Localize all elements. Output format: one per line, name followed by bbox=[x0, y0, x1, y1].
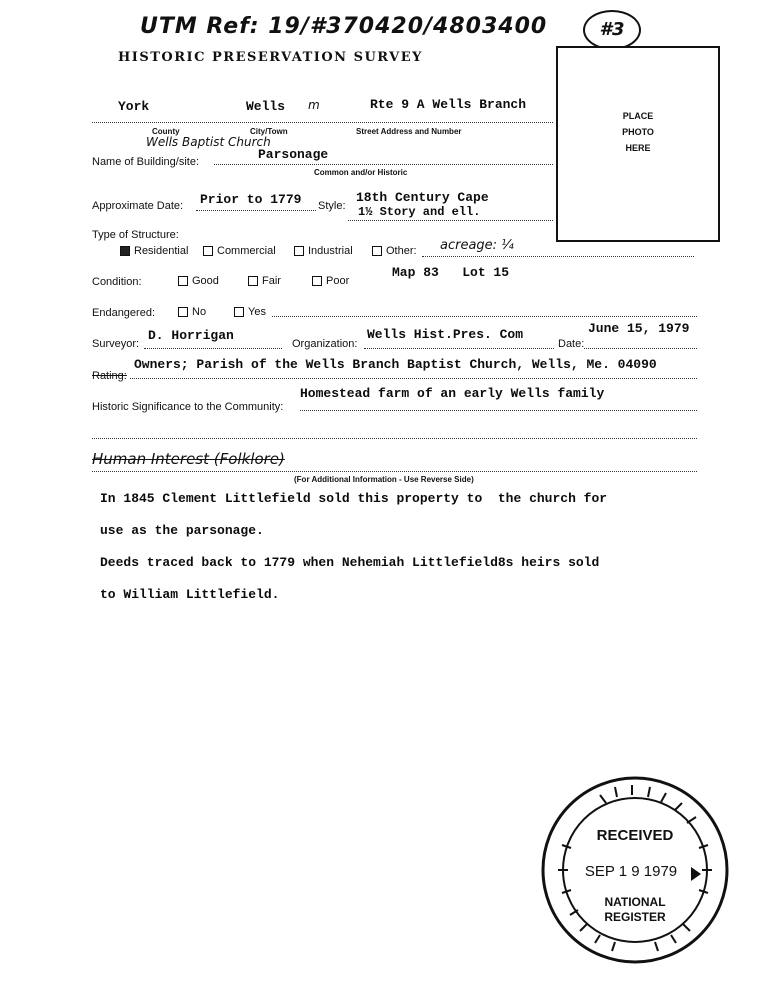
significance-line-2 bbox=[92, 438, 697, 439]
folklore-line bbox=[92, 471, 697, 472]
building-historic-name: Wells Baptist Church bbox=[146, 135, 271, 149]
other-value: acreage: ¼ bbox=[440, 238, 514, 253]
narrative-line-4: to William Littlefield. bbox=[100, 587, 280, 602]
industrial-label: Industrial bbox=[308, 245, 353, 257]
yes-label: Yes bbox=[248, 306, 266, 318]
no-label: No bbox=[192, 306, 207, 318]
surveyor-label: Surveyor: bbox=[92, 338, 140, 350]
folklore-label: Human Interest (Folklore) bbox=[92, 450, 285, 468]
survey-date-line bbox=[584, 348, 697, 349]
residential-checkbox[interactable] bbox=[120, 246, 130, 256]
endangered-label: Endangered: bbox=[92, 307, 155, 319]
good-label: Good bbox=[192, 275, 219, 287]
building-sublabel: Common and/or Historic bbox=[314, 168, 408, 177]
style-value-line1: 18th Century Cape bbox=[356, 190, 489, 205]
building-label: Name of Building/site: bbox=[92, 156, 199, 168]
residential-label: Residential bbox=[134, 245, 189, 257]
condition-fair[interactable] bbox=[248, 275, 281, 287]
organization-value: Wells Hist.Pres. Com bbox=[367, 327, 524, 342]
folklore-note: (For Additional Information - Use Reverse Side) bbox=[294, 475, 474, 484]
stamp-register: REGISTER bbox=[604, 910, 666, 924]
utm-reference: UTM Ref: 19/#370420/4803400 bbox=[140, 14, 548, 39]
form-title: HISTORIC PRESERVATION SURVEY bbox=[118, 50, 423, 65]
street-label: Street Address and Number bbox=[356, 127, 462, 136]
other-label: Other: bbox=[386, 245, 417, 257]
owners-value: Owners; Parish of the Wells Branch Baptist Church, Wells, Me. 04090 bbox=[134, 357, 657, 372]
structure-commercial[interactable] bbox=[203, 245, 276, 257]
organization-line bbox=[364, 348, 554, 349]
received-stamp bbox=[540, 775, 730, 965]
rating-label: Rating: bbox=[92, 370, 127, 382]
significance-line-1 bbox=[300, 410, 697, 411]
structure-residential[interactable] bbox=[120, 245, 188, 257]
commercial-checkbox[interactable] bbox=[203, 246, 213, 256]
photo-box bbox=[556, 46, 720, 242]
building-line bbox=[214, 164, 553, 165]
no-checkbox[interactable] bbox=[178, 307, 188, 317]
map-lot-value: Map 83 Lot 15 bbox=[392, 265, 510, 280]
other-line bbox=[422, 256, 694, 257]
narrative-line-2: use as the parsonage. bbox=[100, 523, 264, 538]
yes-checkbox[interactable] bbox=[234, 307, 244, 317]
fair-checkbox[interactable] bbox=[248, 276, 258, 286]
fair-label: Fair bbox=[262, 275, 281, 287]
style-line bbox=[348, 220, 553, 221]
stamp-received: RECEIVED bbox=[596, 827, 674, 844]
city-value: Wells bbox=[246, 99, 286, 114]
survey-date-label: Date: bbox=[558, 338, 585, 350]
surveyor-value: D. Horrigan bbox=[148, 328, 234, 343]
stamp-date: SEP 1 9 1979 bbox=[584, 863, 678, 880]
condition-good[interactable] bbox=[178, 275, 219, 287]
commercial-label: Commercial bbox=[217, 245, 276, 257]
condition-poor[interactable] bbox=[312, 275, 349, 287]
other-checkbox[interactable] bbox=[372, 246, 382, 256]
poor-label: Poor bbox=[326, 275, 350, 287]
stamp-national: NATIONAL bbox=[604, 895, 666, 909]
style-label: Style: bbox=[318, 200, 346, 212]
significance-value: Homestead farm of an early Wells family bbox=[300, 386, 605, 401]
good-checkbox[interactable] bbox=[178, 276, 188, 286]
survey-date-value: June 15, 1979 bbox=[588, 321, 690, 336]
condition-label: Condition: bbox=[92, 276, 142, 288]
city-note: m bbox=[308, 98, 320, 112]
structure-other[interactable] bbox=[372, 245, 417, 257]
poor-checkbox[interactable] bbox=[312, 276, 322, 286]
form-number-circle bbox=[583, 10, 641, 50]
style-value-line2: 1½ Story and ell. bbox=[358, 205, 481, 219]
city-label: City/Town bbox=[250, 127, 288, 136]
date-label: Approximate Date: bbox=[92, 200, 184, 212]
endangered-yes[interactable] bbox=[234, 306, 266, 318]
structure-label: Type of Structure: bbox=[92, 229, 179, 241]
organization-label: Organization: bbox=[292, 338, 358, 350]
form-number: #3 bbox=[599, 19, 625, 40]
street-value: Rte 9 A Wells Branch bbox=[370, 97, 527, 112]
county-label: County bbox=[152, 127, 180, 136]
owners-line bbox=[130, 378, 697, 379]
photo-label-photo: PHOTO bbox=[622, 127, 654, 137]
endangered-no[interactable] bbox=[178, 306, 206, 318]
building-common-name: Parsonage bbox=[258, 147, 329, 162]
significance-label: Historic Significance to the Community: bbox=[92, 401, 284, 413]
location-line bbox=[92, 122, 553, 123]
structure-industrial[interactable] bbox=[294, 245, 353, 257]
photo-label-here: HERE bbox=[625, 143, 651, 153]
photo-placeholder bbox=[558, 108, 718, 156]
endangered-line bbox=[272, 316, 697, 317]
surveyor-line bbox=[144, 348, 282, 349]
industrial-checkbox[interactable] bbox=[294, 246, 304, 256]
narrative-line-1: In 1845 Clement Littlefield sold this property to the church for bbox=[100, 491, 608, 506]
photo-label-place: PLACE bbox=[622, 111, 654, 121]
date-line bbox=[196, 210, 316, 211]
county-value: York bbox=[118, 99, 150, 114]
narrative-line-3: Deeds traced back to 1779 when Nehemiah Littlefield8s heirs sold bbox=[100, 555, 600, 570]
date-value: Prior to 1779 bbox=[200, 192, 302, 207]
